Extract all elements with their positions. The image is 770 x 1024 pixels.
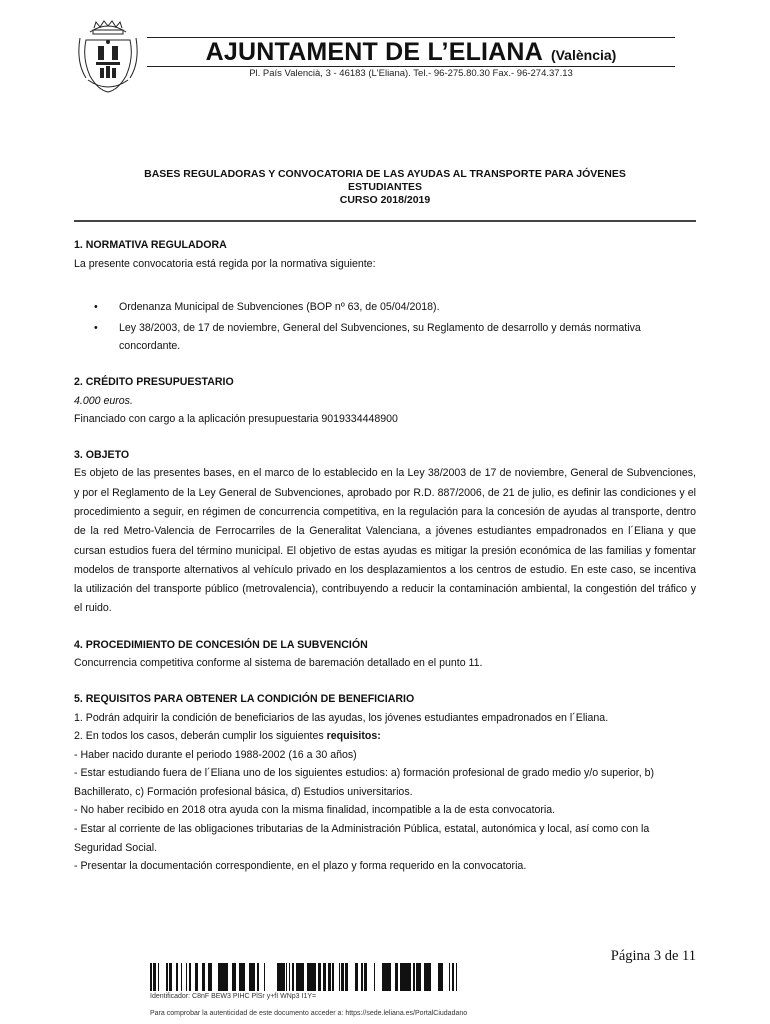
section-heading: 1. NORMATIVA REGULADORA bbox=[74, 239, 227, 251]
requisitos-label: requisitos: bbox=[326, 730, 381, 743]
document-title bbox=[74, 168, 696, 207]
document-title-line: BASES REGULADORAS Y CONVOCATORIA DE LAS AYUDAS AL TRANSPORTE PARA JÓVENES bbox=[144, 168, 626, 180]
normativa-list bbox=[74, 298, 696, 356]
title-divider bbox=[74, 220, 696, 222]
section-text: La presente convocatoria está regida por la normativa siguiente: bbox=[74, 257, 376, 270]
document-identifier: Identificador: C8nF BEW3 PIHC PlSr y+fI WNp3 I1Y= bbox=[150, 993, 317, 1000]
municipality-name: AJUNTAMENT DE L’ELIANA bbox=[205, 38, 543, 66]
municipal-crest-icon bbox=[76, 18, 140, 94]
header-address: Pl. País Valencià, 3 - 46183 (L'Eliana). Tel.- 96-275.80.30 Fax.- 96-274.37.13 bbox=[249, 68, 573, 79]
section-heading: 3. OBJETO bbox=[74, 448, 130, 461]
requirement-item: - Estar estudiando fuera de l´Eliana uno de los siguientes estudios: a) formación profesional de grado medio y/o superior, b) Bachillerato, c) Formación profesional básica, d) Estudios universitarios. bbox=[74, 767, 655, 798]
section-text: 1. Podrán adquirir la condición de beneficiarios de las ayudas, los jóvenes estudiantes empadronados en l´Eliana. bbox=[74, 711, 609, 724]
list-item: • Ordenanza Municipal de Subvenciones (BOP nº 63, de 05/04/2018). bbox=[74, 298, 696, 317]
section-text: 2. En todos los casos, deberán cumplir los siguientes requisitos: bbox=[74, 730, 381, 743]
requirement-item: - Haber nacido durante el periodo 1988-2002 (16 a 30 años) bbox=[74, 748, 357, 761]
document-title-line: ESTUDIANTES bbox=[347, 181, 423, 193]
verification-note: Para comprobar la autenticidad de este documento acceder a: https://sede.leliana.es/PortalCiudadano bbox=[150, 1010, 468, 1017]
bullet-icon: • bbox=[94, 301, 98, 314]
document-body bbox=[74, 236, 696, 876]
municipality-location: (València) bbox=[550, 47, 617, 63]
section-text: Concurrencia competitiva conforme al sistema de baremación detallado en el punto 11. bbox=[74, 657, 483, 670]
document-title-line: CURSO 2018/2019 bbox=[339, 194, 431, 206]
requirement-item: - Presentar la documentación correspondiente, en el plazo y forma requerido en la convocatoria. bbox=[74, 860, 527, 873]
section-heading: 5. REQUISITOS PARA OBTENER LA CONDICIÓN DE BENEFICIARIO bbox=[74, 692, 415, 705]
page-number: Página 3 de 11 bbox=[610, 948, 696, 964]
bullet-icon: • bbox=[94, 321, 98, 334]
section-text: Es objeto de las presentes bases, en el marco de lo establecido en la Ley 38/2003 de 17 de noviembre, General de Subvenciones, y por el Reglamento de la Ley General de Subvenciones, aprobado por R.D. 887/2006, de 21 de julio, es definir las condiciones y el procedimiento a seguir, en régimen de concurrencia competitiva, en la regulación para la concesión de ayudas al transporte, dentro de la red Metro-Valencia de Ferrocarriles de la Generalitat Valenciana, a jóvenes estudiantes empadronados en l´Eliana y que cursan estudios fuera del término municipal. El objetivo de estas ayudas es mitigar la presión económica de las familias y fomentar modelos de transporte alternativos al vehículo privado en los desplazamientos a los centros de estudio. En este caso, se incentiva la utilización del transporte público (metrovalencia), contribuyendo a reducir la contaminación ambiental, la congestión del tráfico y el ruido. bbox=[74, 467, 696, 615]
section-heading: 2. CRÉDITO PRESUPUESTARIO bbox=[74, 375, 234, 388]
section-text: Financiado con cargo a la aplicación presupuestaria 9019334448900 bbox=[74, 413, 398, 426]
requirement-item: - Estar al corriente de las obligaciones tributarias de la Administración Pública, estatal, autonómica y local, así como con la Seguridad Social. bbox=[74, 823, 650, 854]
header-rule-mid bbox=[147, 66, 675, 67]
budget-amount: 4.000 euros. bbox=[74, 394, 133, 407]
barcode-icon bbox=[150, 963, 460, 991]
section-heading: 4. PROCEDIMIENTO DE CONCESIÓN DE LA SUBVENCIÓN bbox=[74, 638, 368, 651]
requirement-item: - No haber recibido en 2018 otra ayuda con la misma finalidad, incompatible a la de esta convocatoria. bbox=[74, 804, 556, 817]
header-title bbox=[147, 38, 675, 67]
list-item: • Ley 38/2003, de 17 de noviembre, General del Subvenciones, su Reglamento de desarrollo y demás normativa concordante. bbox=[74, 319, 696, 356]
